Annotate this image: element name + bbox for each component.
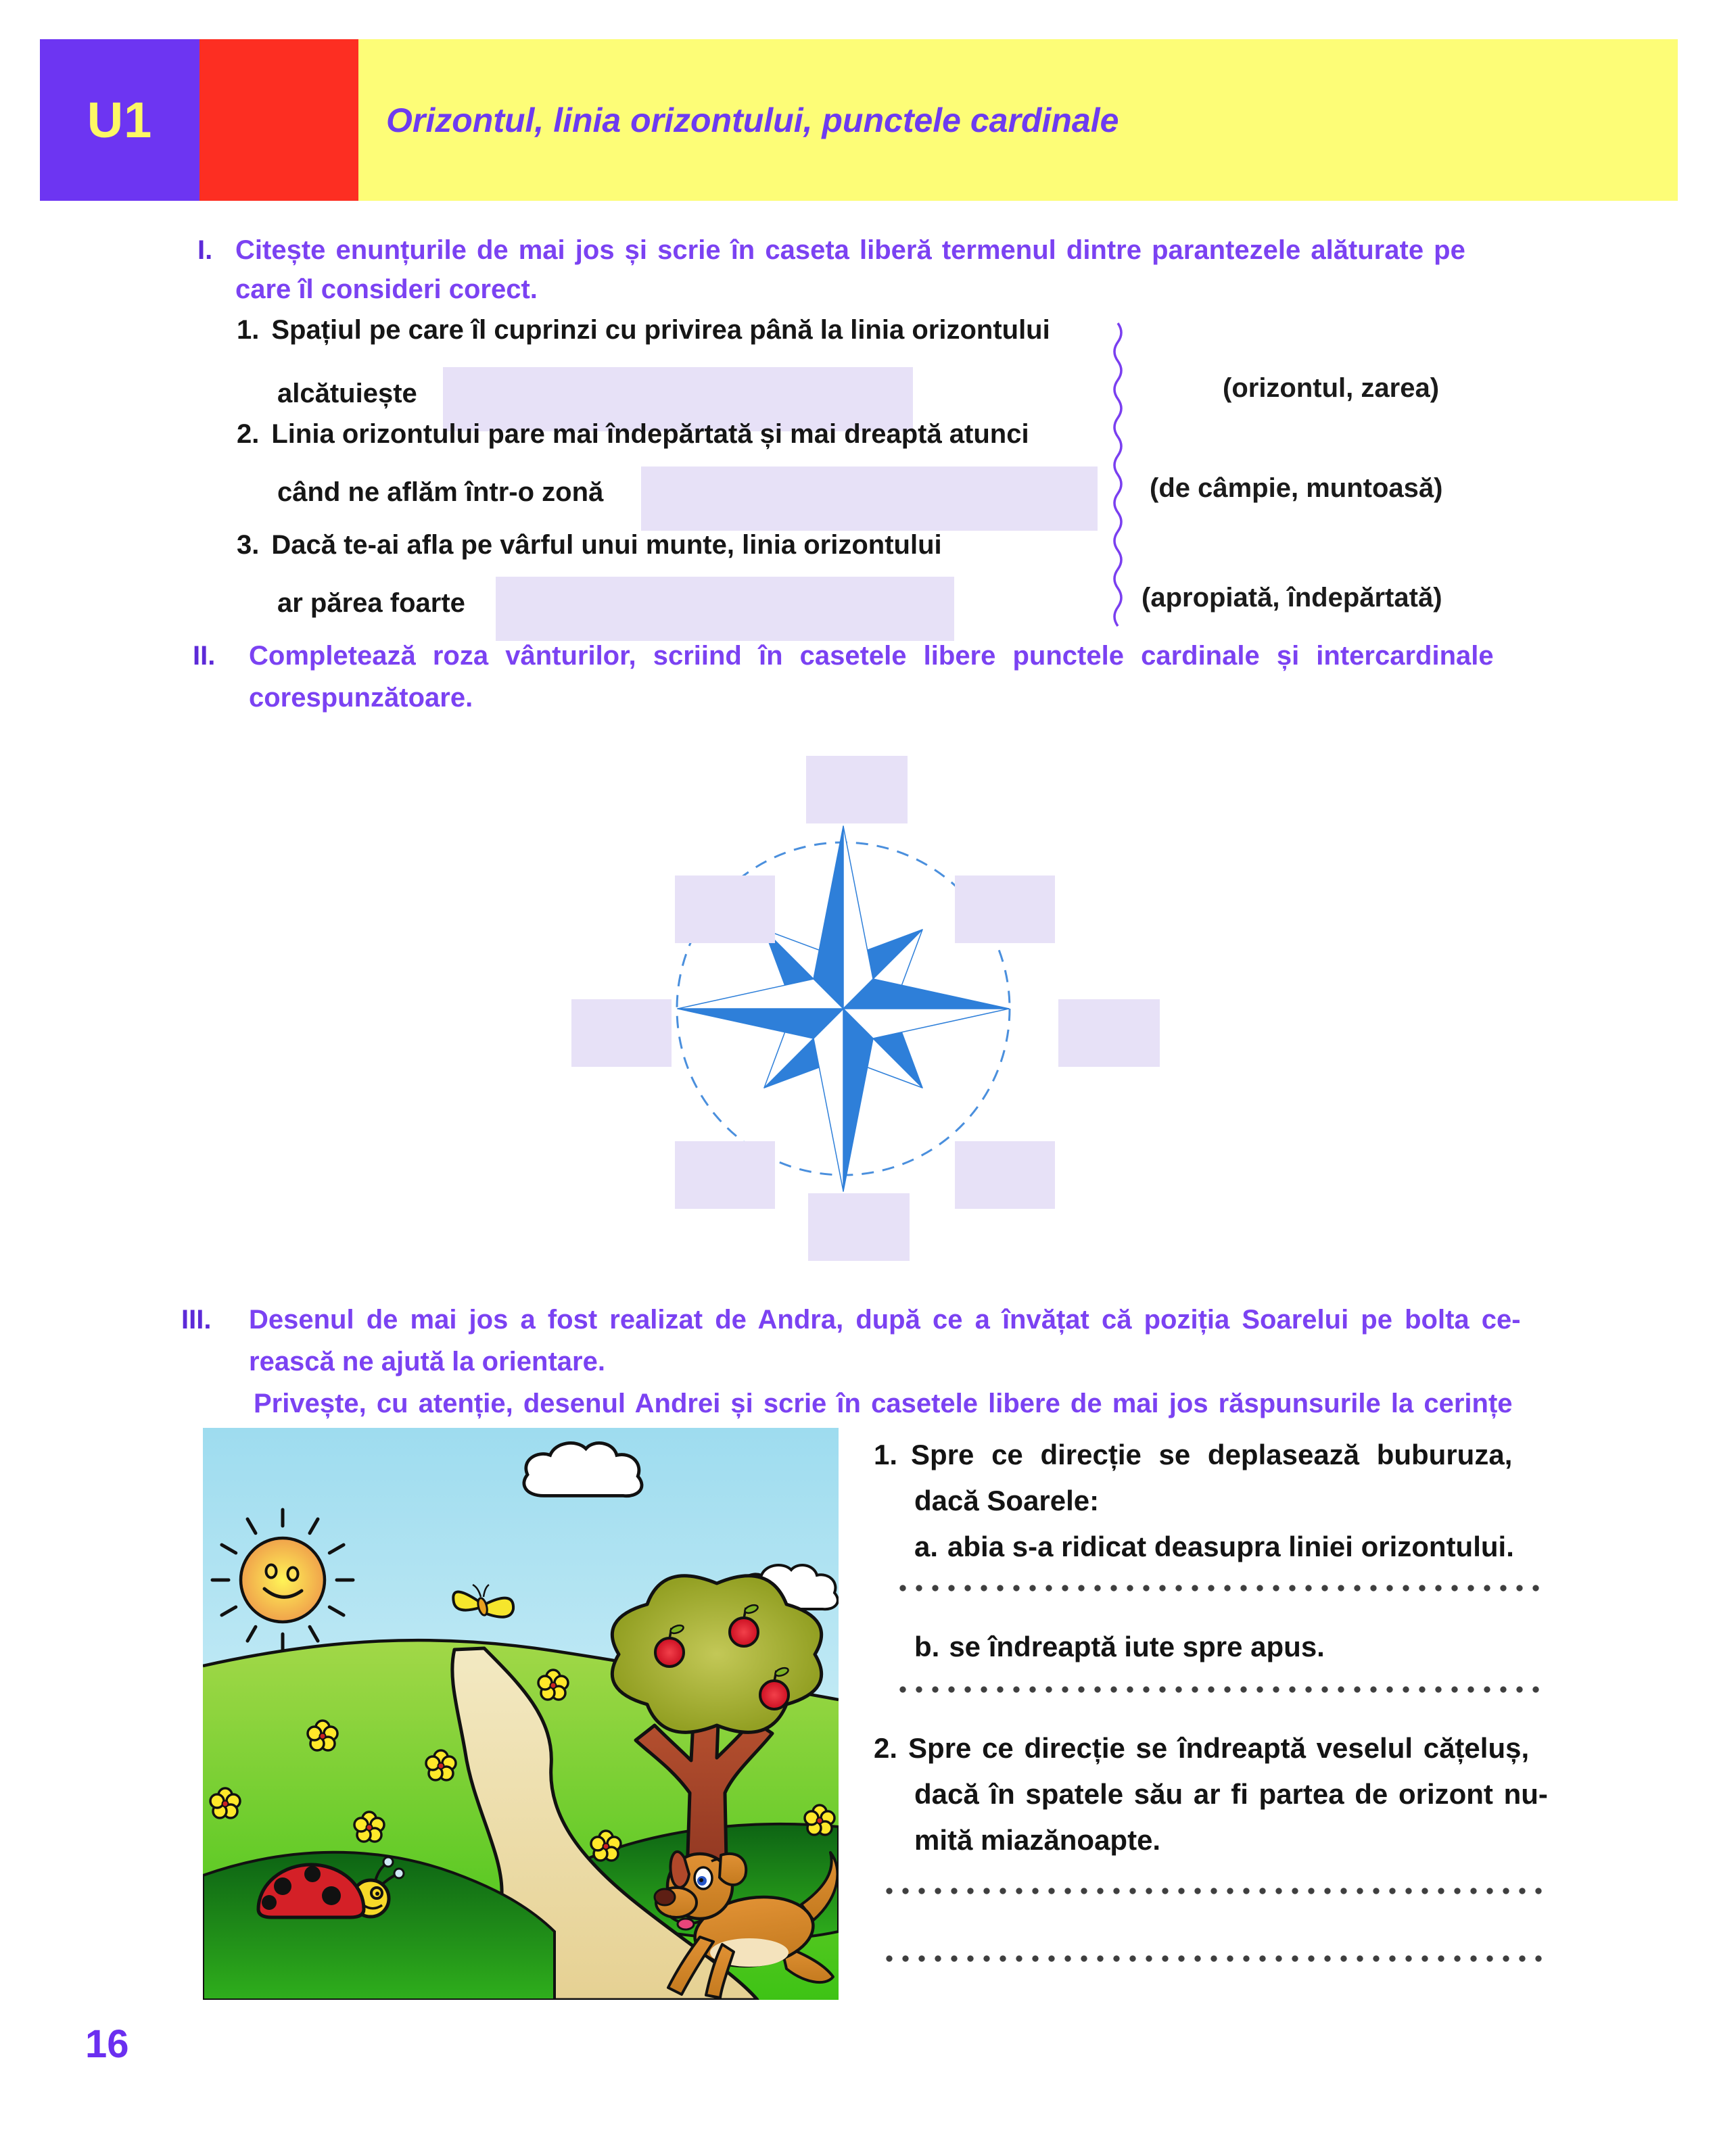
item2-line1: 2. Linia orizontului pare mai îndepărtată și mai dreaptă atunci (237, 419, 1029, 449)
section1-instruction-line2: care îl consideri corect. (235, 274, 538, 304)
compass-box-east[interactable] (1058, 999, 1160, 1067)
question2-line2: dacă în spatele său ar fi partea de orizont nu- (914, 1778, 1548, 1810)
answer-line-1a[interactable] (899, 1585, 1549, 1592)
answer-line-1b[interactable] (899, 1686, 1549, 1694)
compass-box-west[interactable] (571, 999, 672, 1067)
item3-line1: 3. Dacă te-ai afla pe vârful unui munte, linia orizontului (237, 530, 942, 560)
question1-line2: dacă Soarele: (914, 1485, 1100, 1516)
item1-options: (orizontul, zarea) (1223, 373, 1440, 403)
question1a: a. abia s-a ridicat deasupra liniei orizontului. (914, 1531, 1514, 1562)
item1-number: 1. (237, 315, 260, 345)
item3-options: (apropiată, îndepărtată) (1142, 583, 1442, 613)
compass-box-southwest[interactable] (675, 1141, 775, 1209)
section3-bold-word: Privește, (254, 1389, 367, 1418)
question1-number: 1. (874, 1439, 898, 1470)
section2-instruction-line1: Completează roza vânturilor, scriind în casetele libere punctele cardinale și intercardinale (249, 641, 1494, 671)
question1a-label: a. (914, 1531, 939, 1562)
page-title: Orizontul, linia orizontului, punctele cardinale (386, 101, 1119, 139)
page-number: 16 (85, 2022, 129, 2066)
section1-numeral: I. (197, 235, 213, 265)
question1b: b. se îndreaptă iute spre apus. (914, 1631, 1325, 1662)
header-band (40, 39, 1678, 201)
wavy-brace-line (1109, 319, 1127, 637)
item3-line2: ar părea foarte (277, 588, 465, 618)
landscape-illustration (203, 1428, 839, 2000)
section2-numeral: II. (193, 641, 216, 671)
section1-instruction-line1: Citește enunțurile de mai jos și scrie în caseta liberă termenul dintre parantezele alăturate pe (235, 235, 1465, 265)
item2-options: (de câmpie, muntoasă) (1150, 473, 1443, 503)
question1b-label: b. (914, 1631, 940, 1662)
question2-line3: mită miazănoapte. (914, 1824, 1161, 1856)
unit-box (40, 39, 199, 201)
compass-box-southeast[interactable] (955, 1141, 1055, 1209)
compass-section (561, 740, 1170, 1335)
item3-number: 3. (237, 530, 260, 560)
question2-number: 2. (874, 1732, 898, 1764)
section3-instruction-line3: Privește, cu atenție, desenul Andrei și scrie în casetele libere de mai jos răspunsurile la cerințe (254, 1389, 1513, 1418)
answer-line-2b[interactable] (886, 1955, 1549, 1963)
item3-answer-box[interactable] (496, 577, 954, 641)
answer-line-2a[interactable] (886, 1888, 1549, 1895)
red-accent-box (199, 39, 358, 201)
item2-line2: când ne aflăm într-o zonă (277, 477, 604, 507)
compass-box-south[interactable] (808, 1193, 910, 1261)
section3-numeral: III. (181, 1305, 212, 1335)
compass-box-northeast[interactable] (955, 876, 1055, 943)
question1-line1: 1. Spre ce direcție se deplasează buburuza, (874, 1439, 1513, 1470)
section2-instruction-line2: corespunzătoare. (249, 683, 473, 713)
item2-answer-box[interactable] (641, 466, 1098, 531)
compass-box-north[interactable] (806, 756, 908, 823)
section3-instruction-line1: Desenul de mai jos a fost realizat de Andra, după ce a învățat că poziția Soarelui pe bolta ce- (249, 1305, 1521, 1335)
compass-box-northwest[interactable] (675, 876, 775, 943)
question2-line1: 2. Spre ce direcție se îndreaptă veselul cățeluș, (874, 1732, 1530, 1764)
item2-number: 2. (237, 419, 260, 449)
section3-instruction-line2: rească ne ajută la orientare. (249, 1347, 605, 1376)
item1-line1: 1. Spațiul pe care îl cuprinzi cu privirea până la linia orizontului (237, 315, 1050, 345)
item1-line2: alcătuiește (277, 379, 417, 408)
unit-label: U1 (87, 92, 153, 148)
